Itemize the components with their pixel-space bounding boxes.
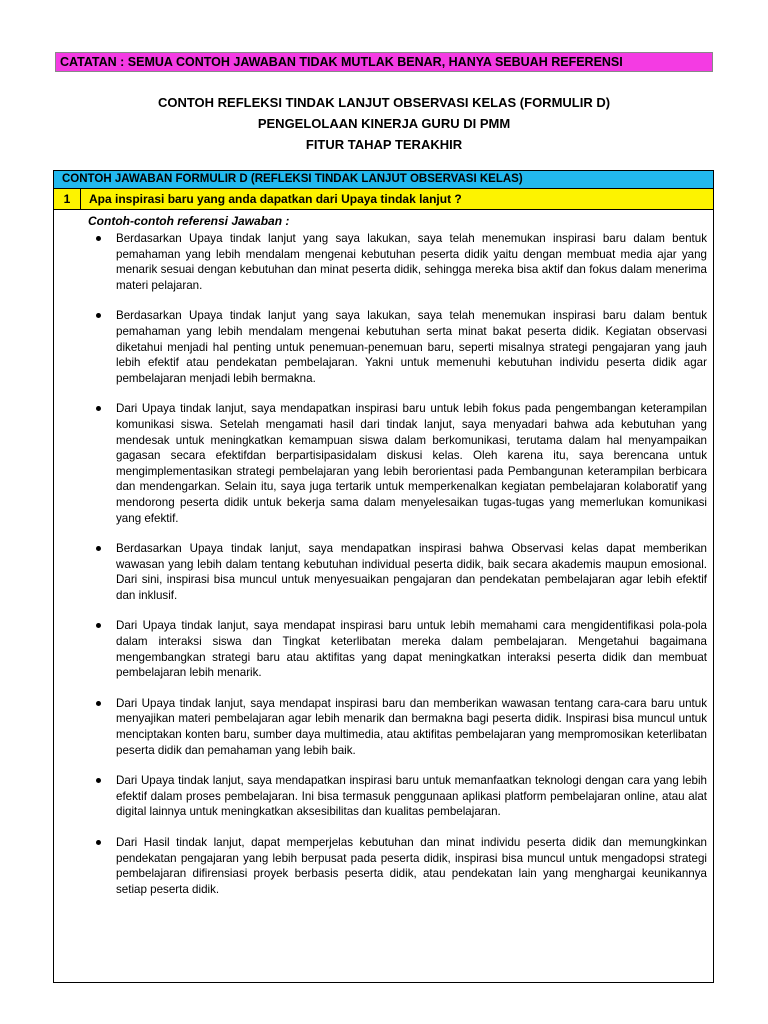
answer-item [88,541,707,603]
disclaimer-banner: CATATAN : SEMUA CONTOH JAWABAN TIDAK MUTLAK BENAR, HANYA SEBUAH REFERENSI [55,52,713,72]
answer-table [53,170,714,983]
answer-item [88,401,707,526]
title-line-2: PENGELOLAAN KINERJA GURU DI PMM [257,116,511,131]
bullet-icon [96,546,101,551]
answer-item [88,618,707,680]
title-line-3: FITUR TAHAP TERAKHIR [305,137,463,152]
answer-list [88,231,707,897]
bullet-icon [96,236,101,241]
question-text: Apa inspirasi baru yang anda dapatkan dari Upaya tindak lanjut ? [89,192,462,206]
title-line-1: CONTOH REFLEKSI TINDAK LANJUT OBSERVASI KELAS (FORMULIR D) [157,95,611,110]
bullet-icon [96,701,101,706]
bullet-icon [96,406,101,411]
answer-text: Berdasarkan Upaya tindak lanjut, saya mendapatkan inspirasi bahwa Observasi kelas dapat memberikan wawasan yang lebih dalam tentang kebutuhan individual peserta didik, baik secara akademis maupun emosional. Dari sini, inspirasi bisa muncul untuk menyesuaikan pengajaran dan pendekatan pembelajaran agar lebih efektif dan inklusif. [116,542,707,602]
answer-text: Dari Hasil tindak lanjut, dapat memperjelas kebutuhan dan minat individu peserta didik dan memungkinkan pendekatan pengajaran yang lebih berpusat pada peserta didik, inspirasi bisa muncul untuk mengadopsi strategi pembelajaran difirensiasi proyek berbasis peserta didik, atau pendekatan lain yang menghargai keunikannya setiap peserta didik. [116,836,707,896]
bullet-icon [96,623,101,628]
answer-text: Dari Upaya tindak lanjut, saya mendapat inspirasi baru dan memberikan wawasan tentang cara-cara baru untuk menyajikan materi pembelajaran agar lebih menarik dan bermakna bagi peserta didik. Inspirasi bisa muncul untuk menciptakan konten baru, sumber daya multimedia, atau aktifitas pembelajaran yang mempromosikan keterlibatan peserta didik dan pemahaman yang lebih baik. [116,696,707,757]
answer-text: Dari Upaya tindak lanjut, saya mendapatkan inspirasi baru untuk lebih fokus pada pengembangan keterampilan komunikasi siswa. Setelah mengamati hasil dari tindak lanjut, saya menyadari bahwa ada kebutuhan yang mendesak untuk meningkatkan kemampuan siswa dalam berkomunikasi, terutama dalam hal menyampaikan gagasan secara efektifdan berpartisipasidalam diskusi kelas. Oleh karena itu, saya berencana untuk mengimplementasikan strategi pembelajaran yang lebih berorientasi pada Pembangunan keterampilan berbicara dan mendengarkan. Selain itu, saya juga tertarik untuk memperkenalkan kegiatan pembelajaran kolaboratif yang mendorong peserta didik untuk bekerja sama dalam menyelesaikan tugas-tugas yang memerlukan komunikasi yang efektif. [116,402,707,525]
answers-section [54,210,713,897]
bullet-icon [96,778,101,783]
section-header: CONTOH JAWABAN FORMULIR D (REFLEKSI TINDAK LANJUT OBSERVASI KELAS) [54,171,713,189]
answer-text: Dari Upaya tindak lanjut, saya mendapat inspirasi baru untuk lebih memahami cara mengidentifikasi pola-pola dalam interaksi siswa dan Tingkat keterlibatan mereka dalam pembelajaran. Mengetahui bagaimana mengembangkan strategi baru atau aktifitas yang dapat meningkatkan interaksi peserta didik dan membuat pembelajaran lebih menarik. [116,619,707,680]
answer-item [88,835,707,897]
answer-text: Berdasarkan Upaya tindak lanjut yang saya lakukan, saya telah menemukan inspirasi baru dalam bentuk pemahaman yang lebih mendalam mengenai kebutuhan peserta didik yaitu dengan membuat media ajar yang menarik sesuai dengan kebutuhan dan minat peserta didik, sehingga mereka bisa aktif dan fokus dalam menerima materi pelajaran. [116,232,707,292]
bullet-icon [96,840,101,845]
answer-text: Berdasarkan Upaya tindak lanjut yang saya lakukan, saya telah menemukan inspirasi baru dalam bentuk pemahaman yang lebih mendalam mengenai kebutuhan serta minat bakat peserta didik. Kegiatan observasi diketahui menjadi hal penting untuk penemuan-penemuan baru, seperti misalnya strategi pengajaran yang jauh lebih efektif atau pendekatan pembelajaran. Yakni untuk memenuhi kebutuhan individu peserta didik agar pembelajaran menjadi lebih bermakna. [116,309,707,385]
answer-item [88,231,707,293]
answer-item [88,696,707,758]
bullet-icon [96,313,101,318]
answer-text: Dari Upaya tindak lanjut, saya mendapatkan inspirasi baru untuk memanfaatkan teknologi dengan cara yang lebih efektif dalam proses pembelajaran. Ini bisa termasuk penggunaan aplikasi platform pembelajaran online, atau alat digital lainnya untuk meningkatkan aksesibilitas dan kualitas pembelajaran. [116,774,707,819]
answers-lead: Contoh-contoh referensi Jawaban : [88,214,290,228]
question-number: 1 [54,189,81,209]
document-title [55,92,713,155]
question-row [54,189,713,210]
answer-item [88,308,707,386]
answer-item [88,773,707,820]
